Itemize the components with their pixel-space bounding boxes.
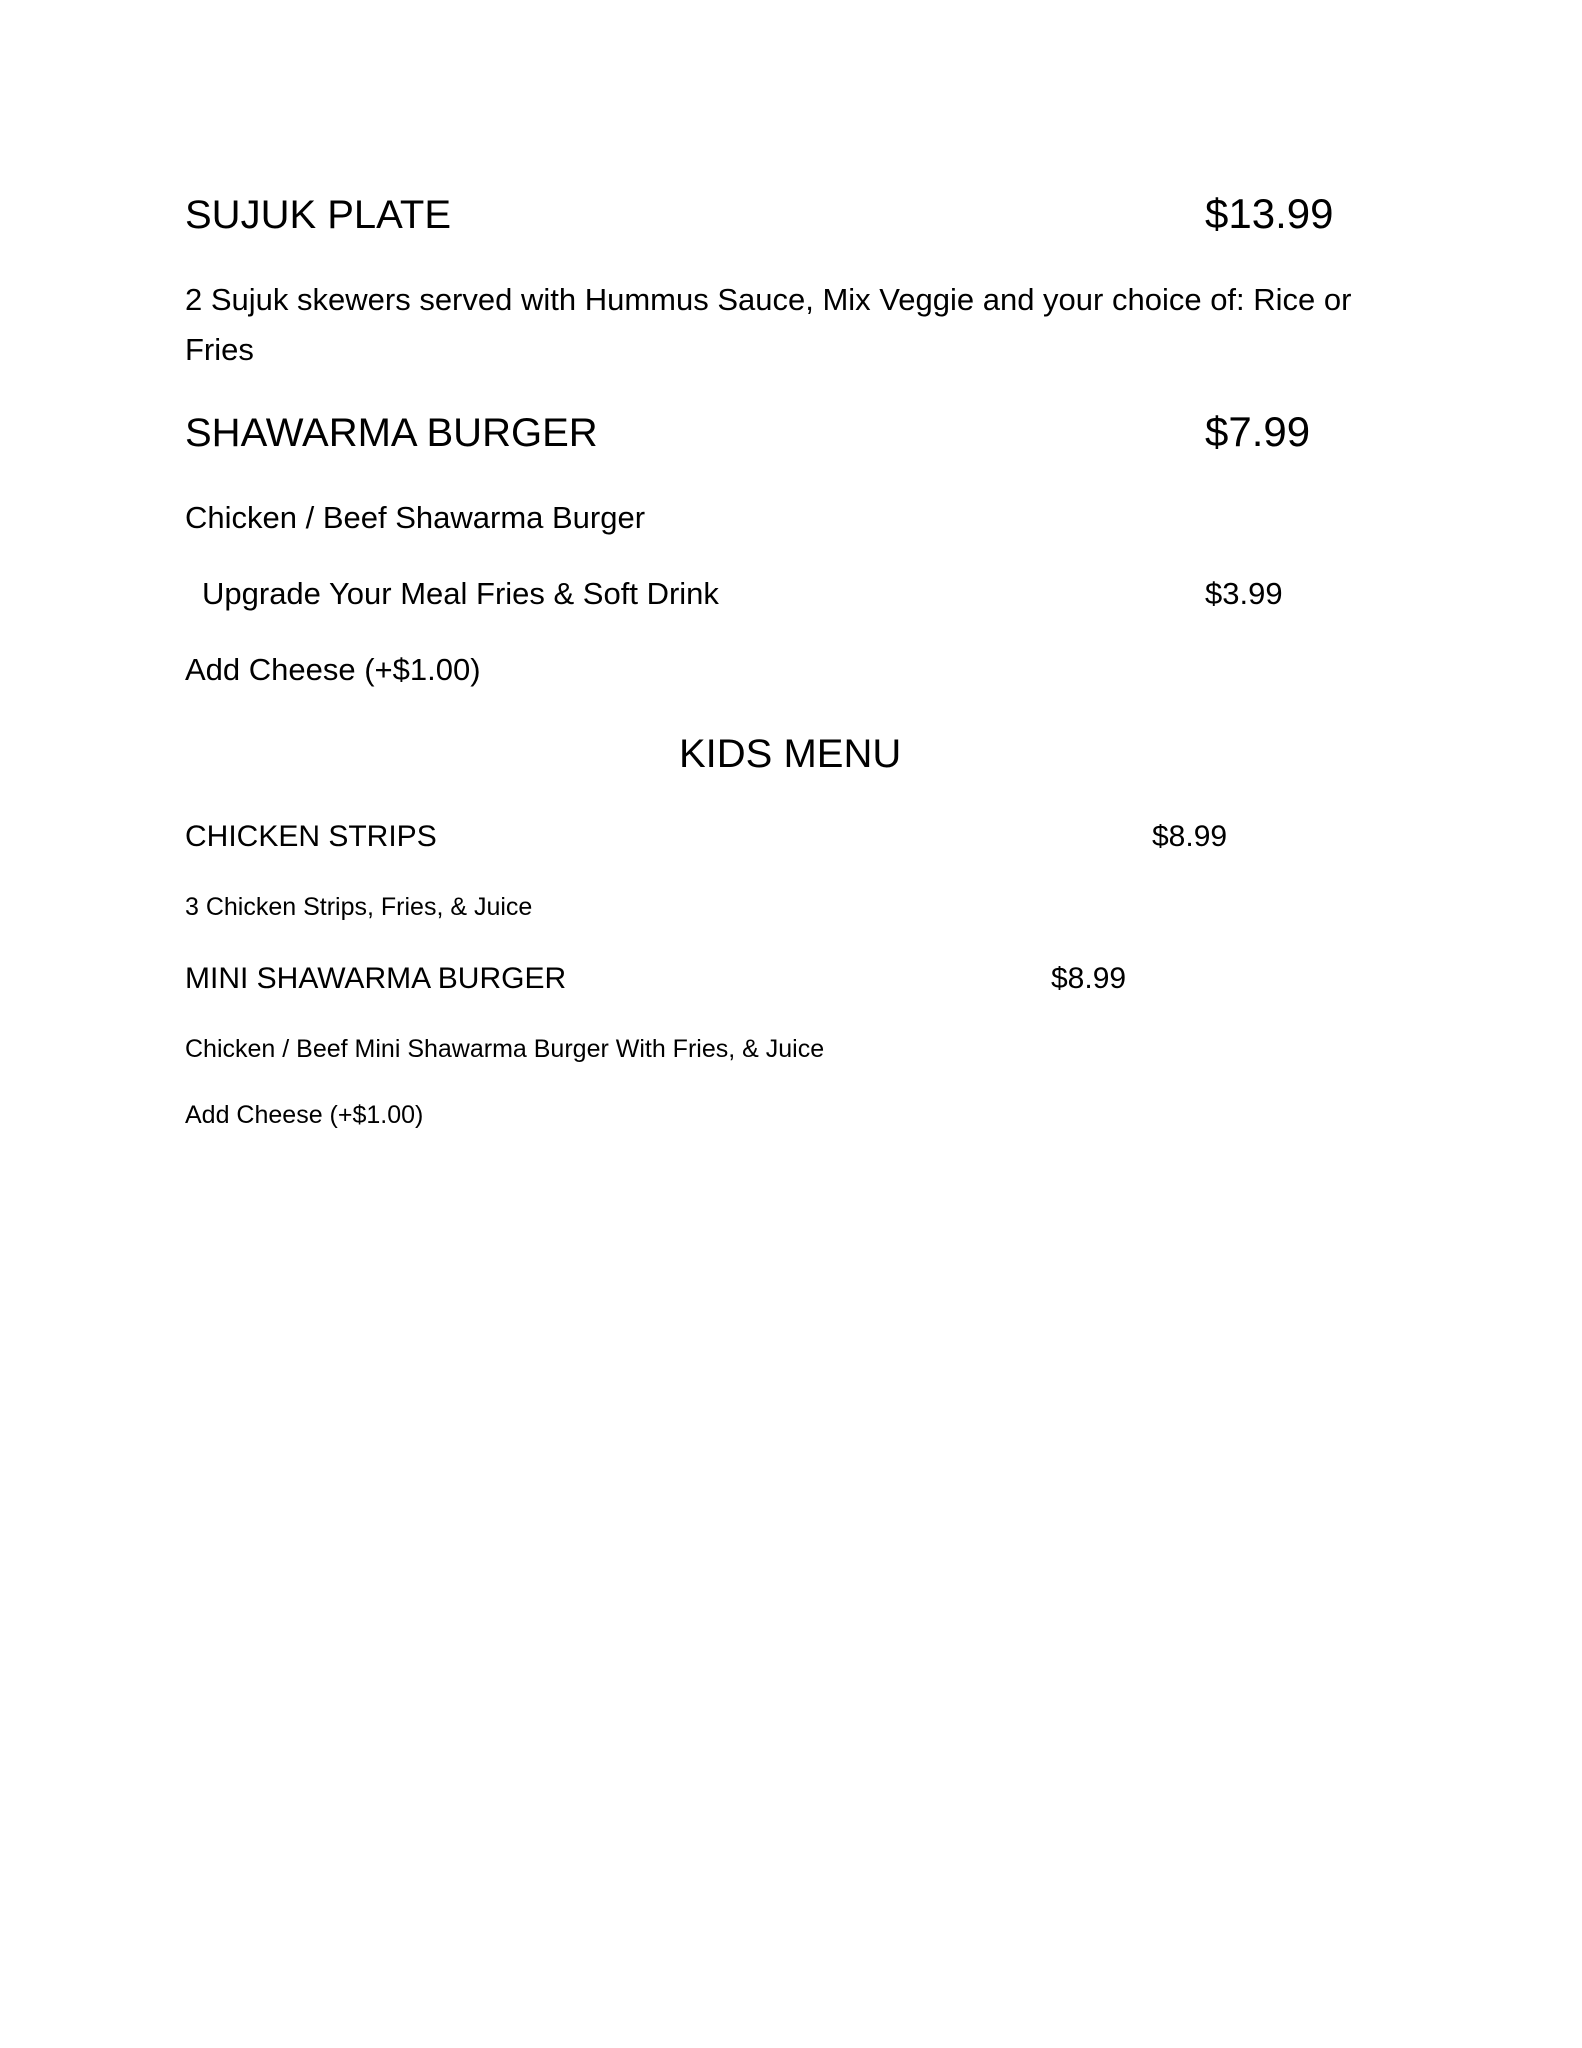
kids-item-price: $8.99 [1152,820,1228,853]
addon-text: Add Cheese (+$1.00) [185,652,481,687]
item-title: SUJUK PLATE [185,193,451,237]
section-heading: KIDS MENU [679,732,902,776]
addon-text: Add Cheese (+$1.00) [185,1101,424,1129]
kids-item-description: 3 Chicken Strips, Fries, & Juice [185,893,533,921]
upgrade-price: $3.99 [1205,576,1283,611]
item-title: SHAWARMA BURGER [185,411,598,455]
kids-item-title: CHICKEN STRIPS [185,820,437,853]
item-price: $7.99 [1205,408,1311,455]
upgrade-label: Upgrade Your Meal Fries & Soft Drink [202,576,719,611]
kids-item-title: MINI SHAWARMA BURGER [185,962,567,995]
item-description: 2 Sujuk skewers served with Hummus Sauce, Mix Veggie and your choice of: Rice or Fries [185,282,1352,367]
item-price: $13.99 [1205,190,1334,237]
kids-item-price: $8.99 [1051,962,1127,995]
item-description: Chicken / Beef Shawarma Burger [185,500,646,535]
kids-item-description: Chicken / Beef Mini Shawarma Burger With Fries, & Juice [185,1035,825,1063]
